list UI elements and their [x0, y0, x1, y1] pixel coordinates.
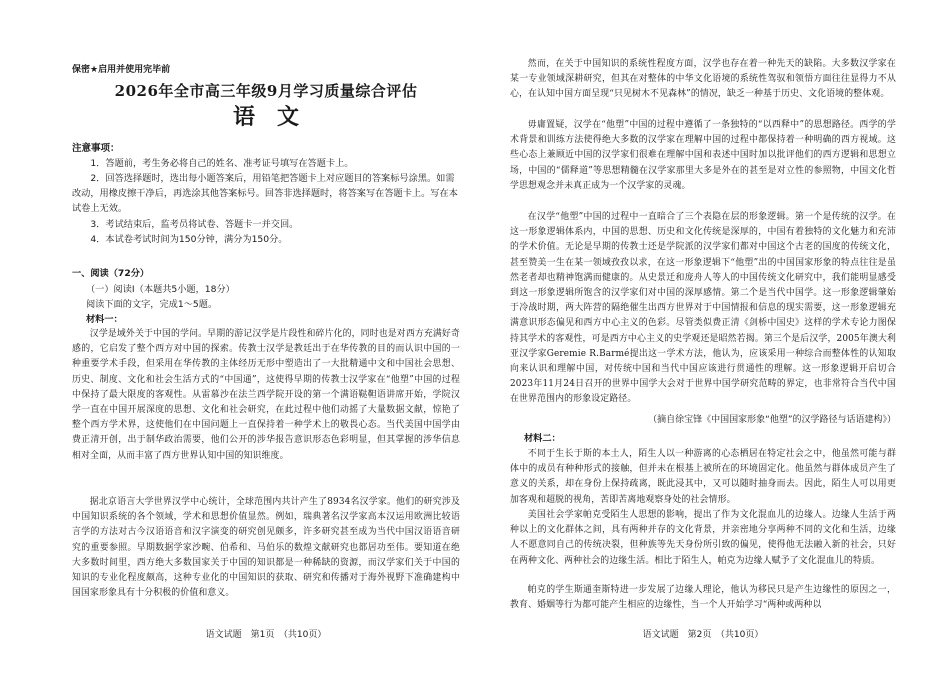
subject-title: 语 文: [232, 104, 299, 130]
page-2-paragraph-3: 在汉学“他塑”中国的过程中一直暗合了三个表隐在层的形象逻辑。第一个是传统的汉学。在这一形象逻辑体系内，中国的思想、历史和文化传统是深厚的，中国有着独特的文化魅力和充沛的学术价值。无论是早期的传教士还是学院派的汉学家们都对中国这个古老的国度的传统文化，甚至赞美一生在某一领域孜孜以求，在这一形象逻辑下“他塑”出的中国国家形象的特点往往是虽然老者却也精神饱满而健康的。从史景迁和庞舟人等人的中国传统文化研究中，我们能明显感受到这一形象逻辑所饱含的汉学家们对中国的深厚感情。第二个是当代中国学。这一形象逻辑肇始于冷战时期，两大阵营的隔绝催生出西方世界对于中国情报和信息的现实需要，这一形象逻辑充满意识形态偏见和西方中心主义的色彩。尽管类似费正清《剑桥中国史》这样的学术专论力图保持其学术的客观性，可是西方中心主义的史学观还是昭然若揭。第三个是后汉学，2005年澳大利亚汉学家Geremie R.Barmé提出这一学术方法，他认为，应该采用一种综合而整体性的认知取向来认识和理解中国，对传统中国和当代中国应该进行贯通性的理解。这一形象逻辑开启切合2023年11月24日召开的世界中国学大会对于世界中国学研究范畴的界定，也非常符合当代中国在世界范围内的形象设定路径。: [510, 212, 896, 405]
material-2-paragraph-1: 不同于生长于斯的本土人，陌生人以一种游离的心态栖居在特定社会之中，他虽然可能与群体中的成员有种种形式的接触，但并未在根基上被所在的环境固定化。他虽然与群体成员产生了意义的关系，却在身份上保持疏离，既此浸其中，又可以随时抽身而去。因此，陌生人可以用更加客观和超脱的视角，苦即苦离地观察身处的社会情形。: [510, 449, 896, 505]
notice-heading: 注意事项：: [72, 143, 120, 154]
material-1-label: 材料一：: [86, 314, 123, 325]
reading-instruction: 阅读下面的文字，完成1～5题。: [86, 299, 218, 310]
page-1-footer: 语文试题 第1页 （共10页）: [205, 630, 327, 640]
section-heading: 一、阅读（72分）: [72, 268, 150, 279]
notice-item-4: 4．本试卷考试时间为150分钟，满分为150分。: [90, 234, 288, 245]
notice-item-2: 2．回答选择题时，选出每小题答案后，用铅笔把答题卡上对应题目的答案标号涂黑。如需改动，用橡皮擦干净后，再选涂其他答案标号。回答非选择题时，将答案写在答题卡上。写在本试卷上无效。: [72, 173, 458, 214]
page-2-paragraph-1: 然而，在关于中国知识的系统性程度方面，汉学也存在着一种先天的缺陷。大多数汉学家在某一专业领域深耕研究，但其在对整体的中华文化语境的系统性驾驭和领悟方面往往显得力不从心，在认知中国方面呈现“只见树木不见森林”的情况，缺乏一种基于历史、文化语境的整体观。: [510, 59, 896, 100]
material-1-paragraph-2: 据北京语言大学世界汉学中心统计，全球范围内共计产生了8934名汉学家。他们的研究涉及中国知识系统的各个领域，学术和思想价值显然。例如，瑞典著名汉学家高本汉运用欧洲比较语言学的方法对古今汉语语音和汉字演变的研究创见颇多，许多研究甚至成为当代中国汉语语音研究的重要参照。早期数据学家沙畹、伯希和、马伯乐的数煌文献研究也都居功至伟。要知道在绝大多数时间里，西方绝大多数国家关于中国的知识都是一种稀缺的资源，而汉学家们关于中国的知识的专业化程度颇高，这种专业化的中国知识的获取、研究和传播对于海外视野下准确建构中国国家形象具有十分积极的价值和意义。: [72, 497, 460, 599]
notice-item-1: 1．答题前，考生务必将自己的姓名、准考证号填写在答题卡上。: [90, 158, 354, 169]
source-citation: （摘自徐宝锋《中国国家形象“他塑”的汉学路径与话语建构》）: [648, 415, 896, 425]
page-2-paragraph-2: 毋庸置疑，汉学在“他塑”中国的过程中遵循了一条独特的“以西释中”的思想路径。西学的学术背景和训练方法使得绝大多数的汉学家在理解中国的过程中都保持着一种明确的西方视域。这些心态上兼顾近中国的汉学家们很难在理解中国和表述中国时加以批评他们的西方逻辑和思想立场，中国的“儒释道”等思想精髓在汉学家那里大多是外在的甚至是对立性的参照物，中国文化哲学思想观念并未真正成为一个汉学家的灵魂。: [510, 120, 896, 191]
page-2-footer: 语文试题 第2页 （共10页）: [642, 630, 764, 640]
material-2-paragraph-3: 帕克的学生斯通奎斯特进一步发展了边缘人理论，他认为移民只是产生边缘性的原因之一，教育、婚姻等行为都可能产生相应的边缘性，当一个人开始学习“两种或两种以: [510, 585, 896, 611]
subsection-heading: （一）阅读Ⅰ（本题共5小题，18分）: [86, 284, 235, 295]
notice-item-3: 3．考试结束后，监考员将试卷、答题卡一并交回。: [90, 219, 299, 230]
exam-title: 2026年全市高三年级9月学习质量综合评估: [114, 82, 418, 100]
material-2-paragraph-2: 美国社会学家帕克受陌生人思想的影响，提出了作为文化混血儿的边缘人。边缘人生活于两种以上的文化群体之间，具有两种并存的文化背景，并亲密地分享两种不同的文化和生活，边缘人不愿意同自己的传统决裂，但种族等先天身份所引致的偏见，使得他无法融入新的社会，只好在两种文化、两种社会的边缘生活。相比于陌生人，帕克为边缘人赋予了文化混血儿的特质。: [510, 510, 896, 566]
confidential-mark: 保密★启用并使用完毕前: [72, 65, 171, 75]
material-2-label: 材料二：: [524, 433, 561, 444]
material-1-paragraph-1: 汉学是域外关于中国的学问。早期的游记汉学是片段性和碎片化的，同时也是对西方充满好奇感的，它启发了整个西方对中国的探索。传教士汉学是教廷出于在华传教的目的而认识中国的一种重要学术手段，但采用在华传教的主体经历无形中塑造出了一大批精通中文和中国社会思想、历史、制度、文化和社会生活方式的“中国通”，这使得早期的传教士汉学家在“他塑”中国的过程中保持了最大限度的客观性。从雷慕沙在法兰西学院开设的第一个满语鞑靼语讲席开始，学院汉学一直在中国开展深度的思想、文化和社会研究，在此过程中他们动摇了大量数据文献，惊艳了整个西方学术界，这使他们在中国问题上一直保持着一种学术上的敬畏心态。当代美国中国学由费正清开创，出于制华政治需要，他们公开的涉华报告意识形态色彩明显，但其掌握的涉华信息相对全面，从而丰富了西方世界认知中国的知识维度。: [72, 329, 460, 461]
